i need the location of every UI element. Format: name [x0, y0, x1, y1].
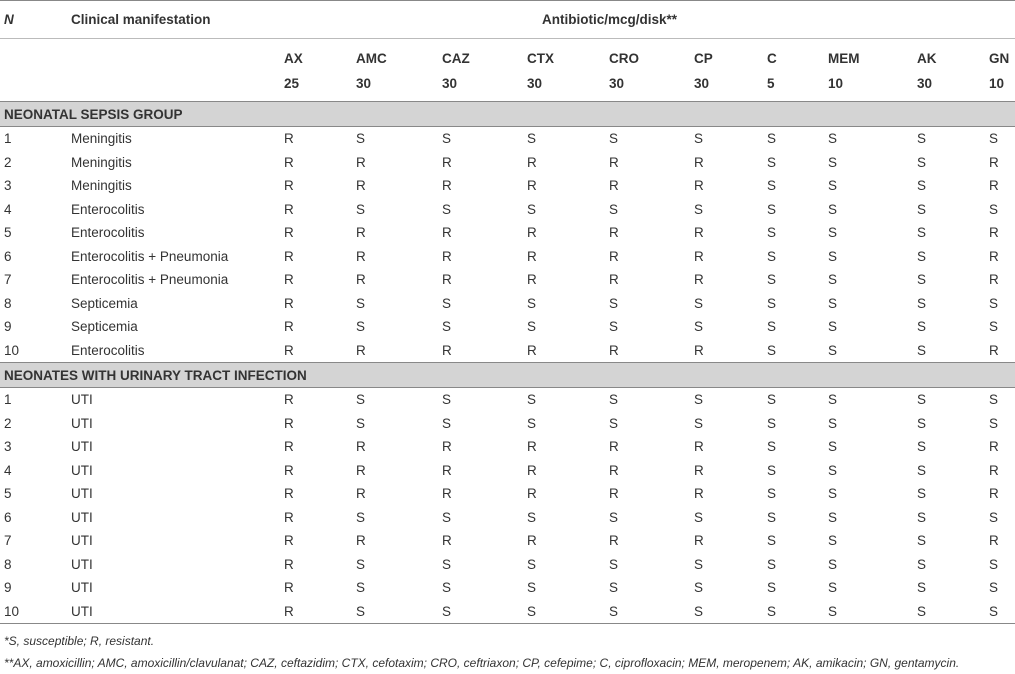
cell-result-cp: S: [694, 509, 704, 525]
cell-result-ak: S: [917, 392, 927, 408]
cell-result-cp: S: [694, 319, 704, 335]
cell-manifestation: Enterocolitis: [71, 225, 145, 241]
cell-result-amc: S: [356, 392, 366, 408]
header-row-drug-doses: [0, 66, 1015, 102]
cell-result-caz: R: [442, 248, 452, 264]
table-row: [0, 529, 1015, 553]
cell-result-c: S: [767, 439, 777, 455]
cell-n: 5: [4, 486, 12, 502]
cell-n: 1: [4, 131, 12, 147]
cell-result-cro: S: [609, 556, 619, 572]
drug-code-mem: MEM: [828, 39, 917, 67]
cell-result-mem: S: [828, 415, 838, 431]
cell-result-caz: R: [442, 533, 452, 549]
cell-result-cro: R: [609, 342, 619, 358]
cell-manifestation: UTI: [71, 439, 93, 455]
cell-result-ax: R: [284, 533, 294, 549]
cell-result-c: S: [767, 342, 777, 358]
cell-result-mem: S: [828, 439, 838, 455]
cell-n: 10: [4, 342, 20, 358]
footnote-legend: *S, susceptible; R, resistant.: [4, 634, 155, 648]
cell-result-c: S: [767, 131, 777, 147]
cell-result-ctx: R: [527, 533, 537, 549]
cell-result-cro: S: [609, 319, 619, 335]
header-row-drug-codes: [0, 39, 1015, 67]
cell-manifestation: Meningitis: [71, 178, 132, 194]
cell-result-ak: S: [917, 533, 927, 549]
cell-result-amc: R: [356, 342, 366, 358]
cell-result-cro: S: [609, 415, 619, 431]
cell-result-mem: S: [828, 509, 838, 525]
cell-result-ax: R: [284, 392, 294, 408]
cell-result-amc: R: [356, 439, 366, 455]
table-row: [0, 435, 1015, 459]
cell-manifestation: Meningitis: [71, 131, 132, 147]
cell-result-mem: S: [828, 600, 917, 624]
cell-result-mem: S: [828, 154, 838, 170]
drug-dose-ax: 25: [284, 76, 300, 91]
table-row: [0, 459, 1015, 483]
drug-dose-c: 5: [767, 76, 775, 91]
cell-result-mem: S: [828, 131, 838, 147]
cell-result-c: S: [767, 600, 828, 624]
cell-manifestation: UTI: [71, 509, 93, 525]
cell-result-amc: S: [356, 201, 366, 217]
table-header: [0, 1, 1015, 102]
cell-n: 9: [4, 319, 12, 335]
cell-result-gn: S: [989, 319, 999, 335]
cell-result-ax: R: [284, 178, 294, 194]
cell-result-ctx: S: [527, 295, 537, 311]
cell-manifestation: UTI: [71, 415, 93, 431]
cell-manifestation: Enterocolitis + Pneumonia: [71, 248, 229, 264]
cell-result-caz: R: [442, 342, 452, 358]
cell-manifestation: UTI: [71, 556, 93, 572]
cell-result-caz: R: [442, 439, 452, 455]
cell-n: 4: [4, 201, 12, 217]
cell-result-c: S: [767, 462, 777, 478]
table-row: [0, 198, 1015, 222]
cell-n: 1: [4, 392, 12, 408]
cell-result-amc: R: [356, 462, 366, 478]
cell-result-c: S: [767, 154, 777, 170]
cell-result-c: S: [767, 225, 777, 241]
cell-result-amc: R: [356, 486, 366, 502]
group-title: NEONATES WITH URINARY TRACT INFECTION: [0, 363, 1015, 388]
cell-n: 9: [4, 580, 12, 596]
header-n: N: [0, 1, 71, 39]
cell-result-cp: R: [694, 342, 704, 358]
cell-result-caz: S: [442, 201, 452, 217]
drug-code-ak: AK: [917, 39, 989, 67]
cell-manifestation: UTI: [71, 600, 284, 624]
cell-result-gn: R: [989, 533, 999, 549]
cell-result-gn: S: [989, 580, 999, 596]
cell-result-cp: R: [694, 178, 704, 194]
cell-result-cp: R: [694, 533, 704, 549]
table-row: [0, 315, 1015, 339]
cell-result-ax: R: [284, 342, 294, 358]
drug-code-gn: GN: [989, 39, 1015, 67]
drug-code-caz: CAZ: [442, 39, 527, 67]
table-row: [0, 388, 1015, 412]
cell-result-ak: S: [917, 248, 927, 264]
drug-dose-gn: 10: [989, 76, 1005, 91]
cell-result-amc: R: [356, 272, 366, 288]
cell-result-ctx: S: [527, 556, 537, 572]
cell-result-mem: S: [828, 580, 838, 596]
cell-result-cp: R: [694, 248, 704, 264]
cell-result-ctx: R: [527, 272, 537, 288]
table-row: [0, 412, 1015, 436]
cell-result-ak: S: [917, 178, 927, 194]
table-row: [0, 268, 1015, 292]
cell-result-caz: R: [442, 486, 452, 502]
cell-result-c: S: [767, 580, 777, 596]
cell-result-ax: R: [284, 295, 294, 311]
cell-result-caz: S: [442, 600, 527, 624]
cell-result-amc: R: [356, 248, 366, 264]
cell-result-mem: S: [828, 319, 838, 335]
cell-n: 8: [4, 556, 12, 572]
cell-result-gn: R: [989, 272, 999, 288]
header-row-main: [0, 1, 1015, 39]
cell-result-caz: S: [442, 319, 452, 335]
cell-result-ctx: R: [527, 154, 537, 170]
cell-result-ax: R: [284, 248, 294, 264]
cell-result-caz: R: [442, 154, 452, 170]
cell-n: 7: [4, 272, 12, 288]
drug-dose-cro: 30: [609, 76, 625, 91]
cell-result-gn: R: [989, 462, 999, 478]
table-row: [0, 221, 1015, 245]
cell-result-ctx: S: [527, 201, 537, 217]
cell-result-ctx: S: [527, 580, 537, 596]
cell-result-gn: S: [989, 201, 999, 217]
cell-result-cro: S: [609, 580, 619, 596]
cell-result-gn: R: [989, 248, 999, 264]
cell-result-cro: S: [609, 295, 619, 311]
group-title: NEONATAL SEPSIS GROUP: [0, 102, 1015, 127]
cell-manifestation: UTI: [71, 392, 93, 408]
cell-result-ak: S: [917, 486, 927, 502]
drug-dose-ctx: 30: [527, 76, 543, 91]
cell-result-ax: R: [284, 225, 294, 241]
cell-result-c: S: [767, 319, 777, 335]
table-row: [0, 600, 1015, 624]
cell-result-ctx: R: [527, 178, 537, 194]
table-footnotes: [0, 624, 1015, 674]
cell-n: 3: [4, 178, 12, 194]
cell-result-ctx: S: [527, 509, 537, 525]
cell-result-ax: R: [284, 556, 294, 572]
cell-result-ax: R: [284, 154, 294, 170]
cell-result-caz: S: [442, 580, 452, 596]
cell-result-mem: S: [828, 486, 838, 502]
group-header-row: [0, 102, 1015, 127]
cell-n: 6: [4, 509, 12, 525]
cell-result-ctx: R: [527, 462, 537, 478]
cell-result-ax: R: [284, 131, 294, 147]
cell-manifestation: Enterocolitis + Pneumonia: [71, 272, 229, 288]
cell-result-amc: S: [356, 509, 366, 525]
cell-result-mem: S: [828, 462, 838, 478]
cell-result-cro: R: [609, 178, 619, 194]
cell-result-ax: R: [284, 319, 294, 335]
cell-result-cro: S: [609, 392, 619, 408]
cell-result-cro: R: [609, 248, 619, 264]
drug-code-amc: AMC: [356, 39, 442, 67]
cell-n: 5: [4, 225, 12, 241]
cell-result-caz: R: [442, 462, 452, 478]
table-row: [0, 127, 1015, 151]
cell-result-ak: S: [917, 509, 927, 525]
cell-result-c: S: [767, 509, 777, 525]
cell-result-ak: S: [917, 295, 927, 311]
cell-result-ctx: S: [527, 600, 609, 624]
cell-result-amc: S: [356, 131, 366, 147]
cell-result-mem: S: [828, 342, 838, 358]
cell-result-cro: R: [609, 272, 619, 288]
cell-result-cro: R: [609, 486, 619, 502]
drug-dose-cp: 30: [694, 76, 710, 91]
cell-result-c: S: [767, 415, 777, 431]
cell-result-cp: S: [694, 295, 704, 311]
cell-n: 2: [4, 154, 12, 170]
cell-n: 4: [4, 462, 12, 478]
cell-n: 3: [4, 439, 12, 455]
cell-result-cp: S: [694, 580, 704, 596]
cell-result-c: S: [767, 201, 777, 217]
cell-result-caz: R: [442, 272, 452, 288]
cell-result-caz: S: [442, 556, 452, 572]
drug-dose-mem: 10: [828, 76, 844, 91]
cell-n: 8: [4, 295, 12, 311]
cell-result-gn: R: [989, 178, 999, 194]
cell-result-ctx: R: [527, 439, 537, 455]
drug-code-ctx: CTX: [527, 39, 609, 67]
drug-code-c: C: [767, 39, 828, 67]
cell-result-amc: S: [356, 295, 366, 311]
cell-result-mem: S: [828, 201, 838, 217]
cell-result-c: S: [767, 486, 777, 502]
cell-result-mem: S: [828, 295, 838, 311]
cell-result-amc: S: [356, 556, 366, 572]
cell-result-ctx: R: [527, 486, 537, 502]
cell-result-ctx: S: [527, 415, 537, 431]
drug-dose-ak: 30: [917, 76, 933, 91]
cell-result-ctx: S: [527, 319, 537, 335]
table-row: [0, 151, 1015, 175]
cell-result-ax: R: [284, 462, 294, 478]
cell-result-mem: S: [828, 248, 838, 264]
cell-result-c: S: [767, 272, 777, 288]
cell-result-cp: S: [694, 131, 704, 147]
cell-result-gn: R: [989, 154, 999, 170]
cell-result-amc: S: [356, 415, 366, 431]
cell-result-amc: S: [356, 580, 366, 596]
cell-manifestation: Septicemia: [71, 295, 138, 311]
drug-code-cp: CP: [694, 39, 767, 67]
cell-result-ctx: R: [527, 342, 537, 358]
cell-result-ctx: R: [527, 225, 537, 241]
cell-result-cp: R: [694, 225, 704, 241]
table-row: [0, 339, 1015, 363]
cell-result-cp: R: [694, 486, 704, 502]
cell-result-gn: R: [989, 225, 999, 241]
cell-result-ak: S: [917, 600, 989, 624]
table-row: [0, 482, 1015, 506]
cell-result-cp: R: [694, 272, 704, 288]
cell-result-amc: S: [356, 600, 442, 624]
cell-result-caz: S: [442, 295, 452, 311]
cell-result-amc: R: [356, 533, 366, 549]
cell-result-gn: S: [989, 509, 999, 525]
drug-code-ax: AX: [284, 39, 356, 67]
cell-result-mem: S: [828, 533, 838, 549]
cell-result-ax: R: [284, 600, 356, 624]
cell-result-ak: S: [917, 556, 927, 572]
cell-result-caz: R: [442, 178, 452, 194]
cell-result-cp: S: [694, 415, 704, 431]
cell-result-c: S: [767, 392, 777, 408]
cell-result-cro: S: [609, 509, 619, 525]
cell-result-c: S: [767, 178, 777, 194]
cell-result-amc: S: [356, 319, 366, 335]
table-row: [0, 576, 1015, 600]
cell-manifestation: Enterocolitis: [71, 342, 145, 358]
cell-n: 2: [4, 415, 12, 431]
cell-result-amc: R: [356, 225, 366, 241]
cell-result-gn: S: [989, 131, 999, 147]
table-row: [0, 553, 1015, 577]
cell-manifestation: Enterocolitis: [71, 201, 145, 217]
header-antibiotic: Antibiotic/mcg/disk**: [284, 1, 1015, 39]
cell-result-ax: R: [284, 580, 294, 596]
cell-result-cp: R: [694, 462, 704, 478]
header-clinical-manifestation: Clinical manifestation: [71, 1, 284, 39]
cell-result-cp: S: [694, 201, 704, 217]
cell-result-c: S: [767, 556, 777, 572]
cell-result-cp: S: [694, 556, 704, 572]
cell-result-cro: R: [609, 439, 619, 455]
cell-n: 7: [4, 533, 12, 549]
cell-result-cp: R: [694, 154, 704, 170]
cell-result-ax: R: [284, 509, 294, 525]
cell-manifestation: UTI: [71, 580, 93, 596]
cell-result-cro: R: [609, 225, 619, 241]
cell-manifestation: Septicemia: [71, 319, 138, 335]
cell-result-cro: S: [609, 600, 694, 624]
cell-result-ctx: S: [527, 392, 537, 408]
cell-result-c: S: [767, 295, 777, 311]
cell-manifestation: UTI: [71, 462, 93, 478]
cell-manifestation: UTI: [71, 533, 93, 549]
cell-result-ak: S: [917, 154, 927, 170]
cell-result-mem: S: [828, 178, 838, 194]
cell-result-amc: R: [356, 178, 366, 194]
cell-result-ax: R: [284, 415, 294, 431]
cell-result-caz: S: [442, 392, 452, 408]
cell-result-gn: S: [989, 415, 999, 431]
cell-result-cp: R: [694, 439, 704, 455]
cell-result-ak: S: [917, 201, 927, 217]
cell-result-ctx: S: [527, 131, 537, 147]
cell-result-gn: R: [989, 342, 999, 358]
cell-result-ak: S: [917, 225, 927, 241]
cell-result-c: S: [767, 533, 777, 549]
cell-result-cp: S: [694, 392, 704, 408]
drug-dose-amc: 30: [356, 76, 372, 91]
cell-result-caz: S: [442, 509, 452, 525]
cell-result-ak: S: [917, 342, 927, 358]
cell-result-cro: S: [609, 131, 619, 147]
table-row: [0, 245, 1015, 269]
cell-result-gn: R: [989, 486, 999, 502]
cell-result-ak: S: [917, 131, 927, 147]
table-row: [0, 174, 1015, 198]
table-row: [0, 506, 1015, 530]
cell-result-cp: S: [694, 600, 767, 624]
cell-result-mem: S: [828, 556, 838, 572]
drug-code-cro: CRO: [609, 39, 694, 67]
cell-result-ak: S: [917, 415, 927, 431]
cell-result-gn: S: [989, 295, 999, 311]
cell-result-amc: R: [356, 154, 366, 170]
cell-result-caz: S: [442, 415, 452, 431]
cell-result-cro: R: [609, 154, 619, 170]
cell-result-gn: S: [989, 600, 1015, 624]
cell-result-ak: S: [917, 462, 927, 478]
cell-result-caz: R: [442, 225, 452, 241]
table-row: [0, 292, 1015, 316]
cell-result-ax: R: [284, 201, 294, 217]
table-body: [0, 102, 1015, 624]
cell-result-gn: S: [989, 392, 999, 408]
cell-n: 6: [4, 248, 12, 264]
cell-result-cro: R: [609, 533, 619, 549]
cell-result-mem: S: [828, 392, 838, 408]
cell-result-ax: R: [284, 272, 294, 288]
cell-result-ak: S: [917, 272, 927, 288]
group-header-row: [0, 363, 1015, 388]
cell-manifestation: Meningitis: [71, 154, 132, 170]
cell-result-ctx: R: [527, 248, 537, 264]
cell-result-caz: S: [442, 131, 452, 147]
footnote-abbreviations: **AX, amoxicillin; AMC, amoxicillin/clavulanat; CAZ, ceftazidim; CTX, cefotaxim; CRO, ceftriaxon; CP, cefepime; C, ciprofloxacin; MEM, meropenem; AK, amikacin; GN, gentamycin.: [4, 656, 960, 670]
cell-result-c: S: [767, 248, 777, 264]
cell-result-mem: S: [828, 272, 838, 288]
cell-result-cro: R: [609, 462, 619, 478]
cell-manifestation: UTI: [71, 486, 93, 502]
cell-result-ak: S: [917, 439, 927, 455]
cell-n: 10: [0, 600, 71, 624]
drug-dose-caz: 30: [442, 76, 458, 91]
cell-result-cro: S: [609, 201, 619, 217]
cell-result-ak: S: [917, 319, 927, 335]
cell-result-ax: R: [284, 439, 294, 455]
cell-result-gn: R: [989, 439, 999, 455]
cell-result-ax: R: [284, 486, 294, 502]
cell-result-gn: S: [989, 556, 999, 572]
cell-result-mem: S: [828, 225, 838, 241]
cell-result-ak: S: [917, 580, 927, 596]
